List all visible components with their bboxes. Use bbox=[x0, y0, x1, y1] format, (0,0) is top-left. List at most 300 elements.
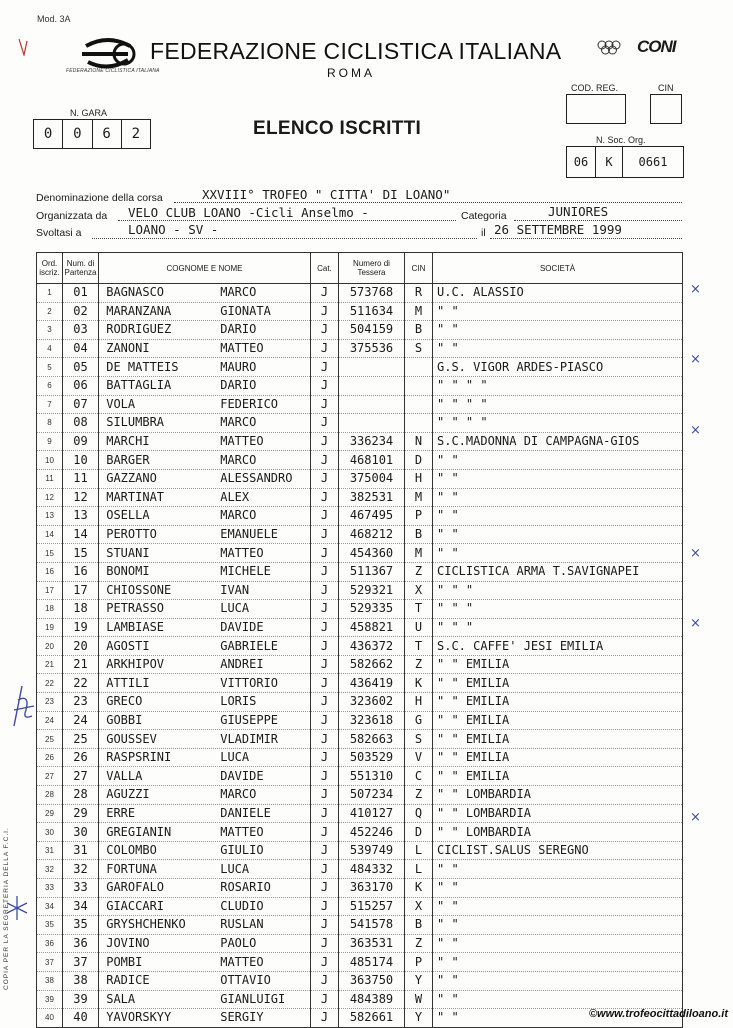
row-ord: 15 bbox=[37, 544, 63, 563]
table-row bbox=[37, 971, 683, 990]
row-tessera bbox=[339, 414, 405, 433]
row-tessera: 467495 bbox=[339, 507, 405, 526]
row-num: 38 bbox=[63, 971, 99, 990]
row-tessera: 582661 bbox=[339, 1009, 405, 1028]
row-cat: J bbox=[311, 786, 339, 805]
row-num: 04 bbox=[63, 339, 99, 358]
row-tessera: 573768 bbox=[339, 284, 405, 303]
row-name bbox=[99, 339, 311, 358]
row-num: 35 bbox=[63, 916, 99, 935]
row-first-name: MATTEO bbox=[220, 954, 264, 969]
row-ord: 32 bbox=[37, 860, 63, 879]
row-name bbox=[99, 358, 311, 377]
gara-digit: 2 bbox=[122, 119, 151, 149]
row-num: 27 bbox=[63, 767, 99, 786]
row-num: 22 bbox=[63, 674, 99, 693]
row-tessera: 363170 bbox=[339, 879, 405, 898]
table-row bbox=[37, 693, 683, 712]
row-name bbox=[99, 823, 311, 842]
denominazione-label: Denominazione della corsa bbox=[36, 192, 163, 204]
table-row bbox=[37, 284, 683, 303]
row-name bbox=[99, 321, 311, 340]
row-name bbox=[99, 841, 311, 860]
row-societa: " " " " bbox=[433, 395, 683, 414]
row-num: 24 bbox=[63, 711, 99, 730]
table-row bbox=[37, 823, 683, 842]
row-tessera: 458821 bbox=[339, 618, 405, 637]
table-row bbox=[37, 507, 683, 526]
row-cat: J bbox=[311, 395, 339, 414]
row-cat: J bbox=[311, 1009, 339, 1028]
row-num: 25 bbox=[63, 730, 99, 749]
row-first-name: LUCA bbox=[220, 750, 250, 765]
row-name bbox=[99, 934, 311, 953]
row-cat: J bbox=[311, 879, 339, 898]
row-cat: J bbox=[311, 544, 339, 563]
row-ord: 12 bbox=[37, 488, 63, 507]
row-cin: U bbox=[405, 618, 433, 637]
row-first-name: GIULIO bbox=[220, 843, 264, 858]
row-cin bbox=[405, 395, 433, 414]
row-cin: N bbox=[405, 432, 433, 451]
row-first-name: LUCA bbox=[220, 861, 250, 876]
row-num: 15 bbox=[63, 544, 99, 563]
row-num: 16 bbox=[63, 562, 99, 581]
check-mark: × bbox=[690, 810, 701, 825]
row-societa: " " EMILIA bbox=[433, 767, 683, 786]
table-row bbox=[37, 767, 683, 786]
row-first-name: SERGIY bbox=[220, 1010, 264, 1025]
row-last-name: CHIOSSONE bbox=[106, 582, 172, 597]
row-num: 33 bbox=[63, 879, 99, 898]
row-first-name: FEDERICO bbox=[220, 396, 279, 411]
row-num: 18 bbox=[63, 600, 99, 619]
col-nome-header: COGNOME E NOME bbox=[99, 253, 311, 284]
organizzata-label: Organizzata da bbox=[36, 210, 108, 222]
row-ord: 19 bbox=[37, 618, 63, 637]
row-last-name: BATTAGLIA bbox=[106, 378, 172, 393]
row-societa: U.C. ALASSIO bbox=[433, 284, 683, 303]
row-num: 14 bbox=[63, 525, 99, 544]
row-ord: 39 bbox=[37, 990, 63, 1009]
col-societa-header: SOCIETÀ bbox=[433, 253, 683, 284]
row-ord: 23 bbox=[37, 693, 63, 712]
row-first-name: MATTEO bbox=[220, 341, 264, 356]
row-num: 10 bbox=[63, 451, 99, 470]
row-cin: D bbox=[405, 823, 433, 842]
row-cin: P bbox=[405, 953, 433, 972]
coni-logo: CONI bbox=[637, 37, 676, 56]
row-first-name: ALESSANDRO bbox=[220, 471, 293, 486]
row-cin: X bbox=[405, 581, 433, 600]
row-first-name: GABRIELE bbox=[220, 638, 279, 653]
row-cat: J bbox=[311, 376, 339, 395]
row-cin: Y bbox=[405, 971, 433, 990]
row-societa: " " bbox=[433, 879, 683, 898]
row-first-name: DARIO bbox=[220, 378, 257, 393]
table-row bbox=[37, 544, 683, 563]
row-societa: S.C. CAFFE' JESI EMILIA bbox=[433, 637, 683, 656]
table-row bbox=[37, 321, 683, 340]
row-ord: 10 bbox=[37, 451, 63, 470]
table-row bbox=[37, 879, 683, 898]
row-first-name: PAOLO bbox=[220, 936, 257, 951]
row-tessera: 336234 bbox=[339, 432, 405, 451]
table-row bbox=[37, 748, 683, 767]
row-cin: T bbox=[405, 600, 433, 619]
row-societa: " " " bbox=[433, 600, 683, 619]
row-cat: J bbox=[311, 971, 339, 990]
row-tessera: 436372 bbox=[339, 637, 405, 656]
table-row bbox=[37, 525, 683, 544]
organizzata-value: VELO CLUB LOANO -Cicli Anselmo - bbox=[128, 205, 369, 220]
row-cin bbox=[405, 376, 433, 395]
row-tessera: 504159 bbox=[339, 321, 405, 340]
form-code: Mod. 3A bbox=[37, 14, 71, 24]
row-societa: " " bbox=[433, 507, 683, 526]
row-first-name: DARIO bbox=[220, 322, 257, 337]
row-ord: 40 bbox=[37, 1009, 63, 1028]
row-name bbox=[99, 674, 311, 693]
row-societa: " " bbox=[433, 953, 683, 972]
gara-digit: 6 bbox=[93, 119, 122, 149]
row-societa: " " bbox=[433, 1009, 683, 1028]
table-row bbox=[37, 600, 683, 619]
row-ord: 13 bbox=[37, 507, 63, 526]
row-cin: Y bbox=[405, 1009, 433, 1028]
row-last-name: ARKHIPOV bbox=[106, 657, 165, 672]
row-tessera: 551310 bbox=[339, 767, 405, 786]
row-last-name: GOBBI bbox=[106, 712, 143, 727]
row-name bbox=[99, 767, 311, 786]
row-ord: 29 bbox=[37, 804, 63, 823]
row-cat: J bbox=[311, 693, 339, 712]
row-tessera: 529335 bbox=[339, 600, 405, 619]
row-num: 20 bbox=[63, 637, 99, 656]
row-num: 17 bbox=[63, 581, 99, 600]
row-name bbox=[99, 507, 311, 526]
row-name bbox=[99, 730, 311, 749]
row-name bbox=[99, 488, 311, 507]
row-tessera: 484389 bbox=[339, 990, 405, 1009]
row-name bbox=[99, 414, 311, 433]
row-last-name: DE MATTEIS bbox=[106, 359, 179, 374]
row-ord: 17 bbox=[37, 581, 63, 600]
row-cin: Q bbox=[405, 804, 433, 823]
table-row bbox=[37, 674, 683, 693]
row-cat: J bbox=[311, 655, 339, 674]
row-cin: B bbox=[405, 525, 433, 544]
row-first-name: CLUDIO bbox=[220, 898, 264, 913]
table-row bbox=[37, 786, 683, 805]
row-last-name: FORTUNA bbox=[106, 861, 157, 876]
row-name bbox=[99, 637, 311, 656]
row-cin: K bbox=[405, 674, 433, 693]
row-last-name: MARTINAT bbox=[106, 489, 165, 504]
row-cin: X bbox=[405, 897, 433, 916]
row-name bbox=[99, 916, 311, 935]
table-row bbox=[37, 1009, 683, 1028]
row-tessera: 454360 bbox=[339, 544, 405, 563]
row-name bbox=[99, 1009, 311, 1028]
row-cat: J bbox=[311, 562, 339, 581]
row-cat: J bbox=[311, 618, 339, 637]
row-cin: Z bbox=[405, 562, 433, 581]
row-ord: 6 bbox=[37, 376, 63, 395]
cod-reg-box bbox=[566, 94, 626, 124]
row-tessera: 511634 bbox=[339, 302, 405, 321]
row-cat: J bbox=[311, 711, 339, 730]
row-first-name: MATTEO bbox=[220, 545, 264, 560]
row-cat: J bbox=[311, 916, 339, 935]
table-row bbox=[37, 934, 683, 953]
row-num: 37 bbox=[63, 953, 99, 972]
row-societa: CICLIST.SALUS SEREGNO bbox=[433, 841, 683, 860]
row-societa: " " LOMBARDIA bbox=[433, 786, 683, 805]
row-ord: 16 bbox=[37, 562, 63, 581]
row-first-name: EMANUELE bbox=[220, 527, 279, 542]
row-ord: 21 bbox=[37, 655, 63, 674]
row-first-name: MATTEO bbox=[220, 824, 264, 839]
row-cat: J bbox=[311, 637, 339, 656]
row-societa: " " EMILIA bbox=[433, 655, 683, 674]
table-row bbox=[37, 451, 683, 470]
row-tessera: 436419 bbox=[339, 674, 405, 693]
row-cin bbox=[405, 358, 433, 377]
check-mark: × bbox=[690, 422, 701, 438]
row-last-name: GREGIANIN bbox=[106, 824, 172, 839]
col-tessera-header: Numero di Tessera bbox=[339, 253, 405, 284]
row-last-name: AGOSTI bbox=[106, 638, 150, 653]
row-cin: L bbox=[405, 841, 433, 860]
row-cat: J bbox=[311, 451, 339, 470]
row-first-name: ANDREI bbox=[220, 657, 264, 672]
logo-subtext: FEDERAZIONE CICLISTICA ITALIANA bbox=[66, 68, 160, 74]
row-cin: L bbox=[405, 860, 433, 879]
row-ord: 2 bbox=[37, 302, 63, 321]
row-tessera: 410127 bbox=[339, 804, 405, 823]
row-societa: " " " " bbox=[433, 376, 683, 395]
cod-reg-label: COD. REG. bbox=[571, 83, 619, 93]
table-row bbox=[37, 711, 683, 730]
table-row bbox=[37, 804, 683, 823]
row-last-name: GOUSSEV bbox=[106, 731, 157, 746]
row-tessera: 323618 bbox=[339, 711, 405, 730]
row-last-name: BARGER bbox=[106, 452, 150, 467]
row-ord: 27 bbox=[37, 767, 63, 786]
row-tessera: 375536 bbox=[339, 339, 405, 358]
gara-digit: 0 bbox=[33, 119, 63, 149]
col-cin-header: CIN bbox=[405, 253, 433, 284]
row-societa: " " bbox=[433, 525, 683, 544]
page-title: ELENCO ISCRITTI bbox=[253, 118, 422, 139]
row-name bbox=[99, 451, 311, 470]
check-mark: × bbox=[690, 352, 701, 368]
row-ord: 4 bbox=[37, 339, 63, 358]
row-cat: J bbox=[311, 469, 339, 488]
row-num: 36 bbox=[63, 934, 99, 953]
data-value: 26 SETTEMBRE 1999 bbox=[494, 222, 622, 237]
row-cin: P bbox=[405, 507, 433, 526]
row-first-name: MICHELE bbox=[220, 564, 271, 579]
row-societa: " " bbox=[433, 302, 683, 321]
row-last-name: COLOMBO bbox=[106, 843, 157, 858]
row-cin: D bbox=[405, 451, 433, 470]
row-cin: W bbox=[405, 990, 433, 1009]
row-first-name: ALEX bbox=[220, 489, 250, 504]
footer-url: ©www.trofeocittadiloano.it bbox=[588, 1008, 728, 1020]
row-ord: 22 bbox=[37, 674, 63, 693]
row-societa: " " EMILIA bbox=[433, 711, 683, 730]
row-name bbox=[99, 395, 311, 414]
row-tessera: 515257 bbox=[339, 897, 405, 916]
row-tessera: 541578 bbox=[339, 916, 405, 935]
row-cat: J bbox=[311, 860, 339, 879]
gara-digit: 0 bbox=[63, 119, 92, 149]
row-cat: J bbox=[311, 507, 339, 526]
row-cin: S bbox=[405, 339, 433, 358]
row-name bbox=[99, 990, 311, 1009]
row-first-name: MARCO bbox=[220, 508, 257, 523]
pen-mark-icon bbox=[18, 38, 28, 56]
row-cin: V bbox=[405, 748, 433, 767]
row-first-name: MAURO bbox=[220, 359, 257, 374]
row-num: 32 bbox=[63, 860, 99, 879]
row-name bbox=[99, 804, 311, 823]
row-societa: " " bbox=[433, 488, 683, 507]
row-societa: " " LOMBARDIA bbox=[433, 804, 683, 823]
row-ord: 36 bbox=[37, 934, 63, 953]
row-ord: 5 bbox=[37, 358, 63, 377]
row-tessera bbox=[339, 395, 405, 414]
table-row bbox=[37, 488, 683, 507]
col-num-header: Num. di Partenza bbox=[63, 253, 99, 284]
row-societa: G.S. VIGOR ARDES-PIASCO bbox=[433, 358, 683, 377]
row-num: 21 bbox=[63, 655, 99, 674]
check-mark: × bbox=[690, 546, 701, 561]
row-num: 23 bbox=[63, 693, 99, 712]
row-first-name: OTTAVIO bbox=[220, 973, 271, 988]
table-row bbox=[37, 897, 683, 916]
check-mark: × bbox=[690, 616, 701, 632]
soc-org-label: N. Soc. Org. bbox=[596, 135, 646, 145]
row-first-name: IVAN bbox=[220, 582, 250, 597]
row-first-name: MATTEO bbox=[220, 434, 264, 449]
svoltasi-value: LOANO - SV - bbox=[128, 222, 219, 237]
row-num: 26 bbox=[63, 748, 99, 767]
row-societa: " " bbox=[433, 897, 683, 916]
row-cin: B bbox=[405, 916, 433, 935]
row-cat: J bbox=[311, 414, 339, 433]
row-societa: " " bbox=[433, 934, 683, 953]
row-last-name: PEROTTO bbox=[106, 527, 157, 542]
row-tessera: 484332 bbox=[339, 860, 405, 879]
row-cat: J bbox=[311, 953, 339, 972]
row-name bbox=[99, 860, 311, 879]
row-last-name: MARCHI bbox=[106, 434, 150, 449]
row-last-name: GIACCARI bbox=[106, 898, 165, 913]
row-last-name: OSELLA bbox=[106, 508, 150, 523]
row-ord: 30 bbox=[37, 823, 63, 842]
row-ord: 20 bbox=[37, 637, 63, 656]
row-cat: J bbox=[311, 767, 339, 786]
row-name bbox=[99, 897, 311, 916]
row-cat: J bbox=[311, 804, 339, 823]
row-first-name: MARCO bbox=[220, 415, 257, 430]
row-cat: J bbox=[311, 339, 339, 358]
row-societa: " " bbox=[433, 860, 683, 879]
row-tessera: 582662 bbox=[339, 655, 405, 674]
row-first-name: ROSARIO bbox=[220, 880, 271, 895]
row-num: 31 bbox=[63, 841, 99, 860]
row-first-name: GIUSEPPE bbox=[220, 712, 279, 727]
row-last-name: AGUZZI bbox=[106, 787, 150, 802]
row-cin: R bbox=[405, 284, 433, 303]
row-cat: J bbox=[311, 284, 339, 303]
row-num: 06 bbox=[63, 376, 99, 395]
row-tessera: 468212 bbox=[339, 525, 405, 544]
col-ord-header: Ord. iscriz. bbox=[37, 253, 63, 284]
row-first-name: LORIS bbox=[220, 694, 257, 709]
row-num: 08 bbox=[63, 414, 99, 433]
row-cat: J bbox=[311, 488, 339, 507]
row-cin: T bbox=[405, 637, 433, 656]
row-name bbox=[99, 562, 311, 581]
table-row bbox=[37, 655, 683, 674]
row-ord: 1 bbox=[37, 284, 63, 303]
row-last-name: BONOMI bbox=[106, 564, 150, 579]
gara-label: N. GARA bbox=[70, 108, 108, 118]
il-label: il bbox=[481, 227, 486, 239]
row-cin: K bbox=[405, 879, 433, 898]
row-cat: J bbox=[311, 674, 339, 693]
row-ord: 31 bbox=[37, 841, 63, 860]
row-num: 03 bbox=[63, 321, 99, 340]
row-name bbox=[99, 544, 311, 563]
svoltasi-label: Svoltasi a bbox=[36, 227, 82, 239]
row-name bbox=[99, 655, 311, 674]
row-cat: J bbox=[311, 321, 339, 340]
row-societa: " " bbox=[433, 971, 683, 990]
table-row bbox=[37, 376, 683, 395]
row-last-name: RODRIGUEZ bbox=[106, 322, 172, 337]
row-ord: 34 bbox=[37, 897, 63, 916]
row-tessera: 539749 bbox=[339, 841, 405, 860]
row-ord: 38 bbox=[37, 971, 63, 990]
table-row bbox=[37, 841, 683, 860]
row-name bbox=[99, 693, 311, 712]
row-num: 19 bbox=[63, 618, 99, 637]
row-last-name: YAVORSKYY bbox=[106, 1010, 172, 1025]
row-cat: J bbox=[311, 358, 339, 377]
row-cin: Z bbox=[405, 655, 433, 674]
row-cin: B bbox=[405, 321, 433, 340]
row-first-name: LUCA bbox=[220, 601, 250, 616]
table-row bbox=[37, 990, 683, 1009]
row-tessera: 363750 bbox=[339, 971, 405, 990]
row-first-name: VITTORIO bbox=[220, 675, 279, 690]
check-mark: × bbox=[690, 282, 701, 297]
row-cat: J bbox=[311, 841, 339, 860]
row-first-name: MARCO bbox=[220, 285, 257, 300]
row-societa: " " " bbox=[433, 618, 683, 637]
row-cin: C bbox=[405, 767, 433, 786]
row-tessera: 511367 bbox=[339, 562, 405, 581]
table-row bbox=[37, 637, 683, 656]
row-cin: G bbox=[405, 711, 433, 730]
row-ord: 35 bbox=[37, 916, 63, 935]
row-name bbox=[99, 302, 311, 321]
